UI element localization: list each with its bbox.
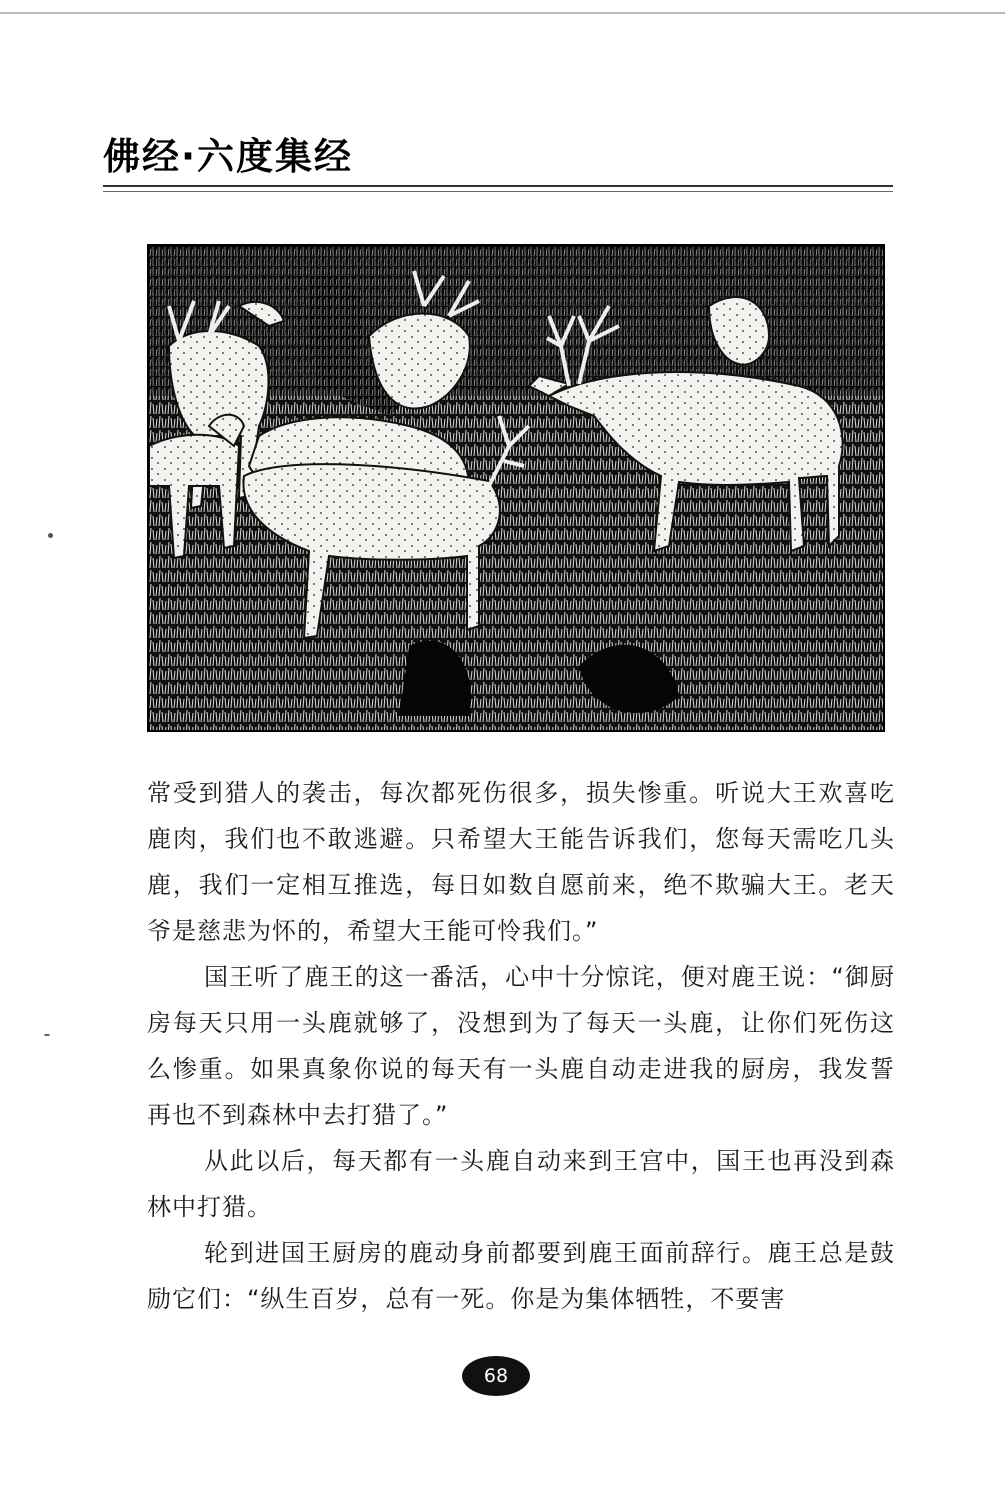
deer-herd-woodcut-icon — [149, 246, 883, 730]
deer-herd-illustration — [147, 244, 885, 732]
body-text — [147, 770, 895, 1322]
header-rule-thick — [103, 185, 893, 187]
paragraph: 轮到进国王厨房的鹿动身前都要到鹿王面前辞行。鹿王总是鼓励它们：“纵生百岁，总有一死。你是为集体牺牲，不要害 — [147, 1239, 895, 1313]
running-header — [103, 133, 893, 181]
scan-speck — [44, 1034, 50, 1036]
paragraph: 国王听了鹿王的这一番活，心中十分惊诧，便对鹿王说：“御厨房每天只用一头鹿就够了，没想到为了每天一头鹿，让你们死伤这么惨重。如果真象你说的每天有一头鹿自动走进我的厨房，我发誓再也不到森林中去打猎了。” — [147, 963, 895, 1129]
header-rule-thin — [103, 191, 893, 192]
book-title: 佛经·六度集经 — [103, 135, 354, 178]
top-edge-rule — [0, 12, 1005, 14]
paragraph: 常受到猎人的袭击，每次都死伤很多，损失惨重。听说大王欢喜吃鹿肉，我们也不敢逃避。只希望大王能告诉我们，您每天需吃几头鹿，我们一定相互推选，每日如数自愿前来，绝不欺骗大王。老天爷是慈悲为怀的，希望大王能可怜我们。” — [147, 779, 895, 945]
scan-speck — [48, 533, 53, 538]
paragraph: 从此以后，每天都有一头鹿自动来到王宫中，国王也再没到森林中打猎。 — [147, 1147, 895, 1221]
page-number: 68 — [462, 1356, 530, 1396]
